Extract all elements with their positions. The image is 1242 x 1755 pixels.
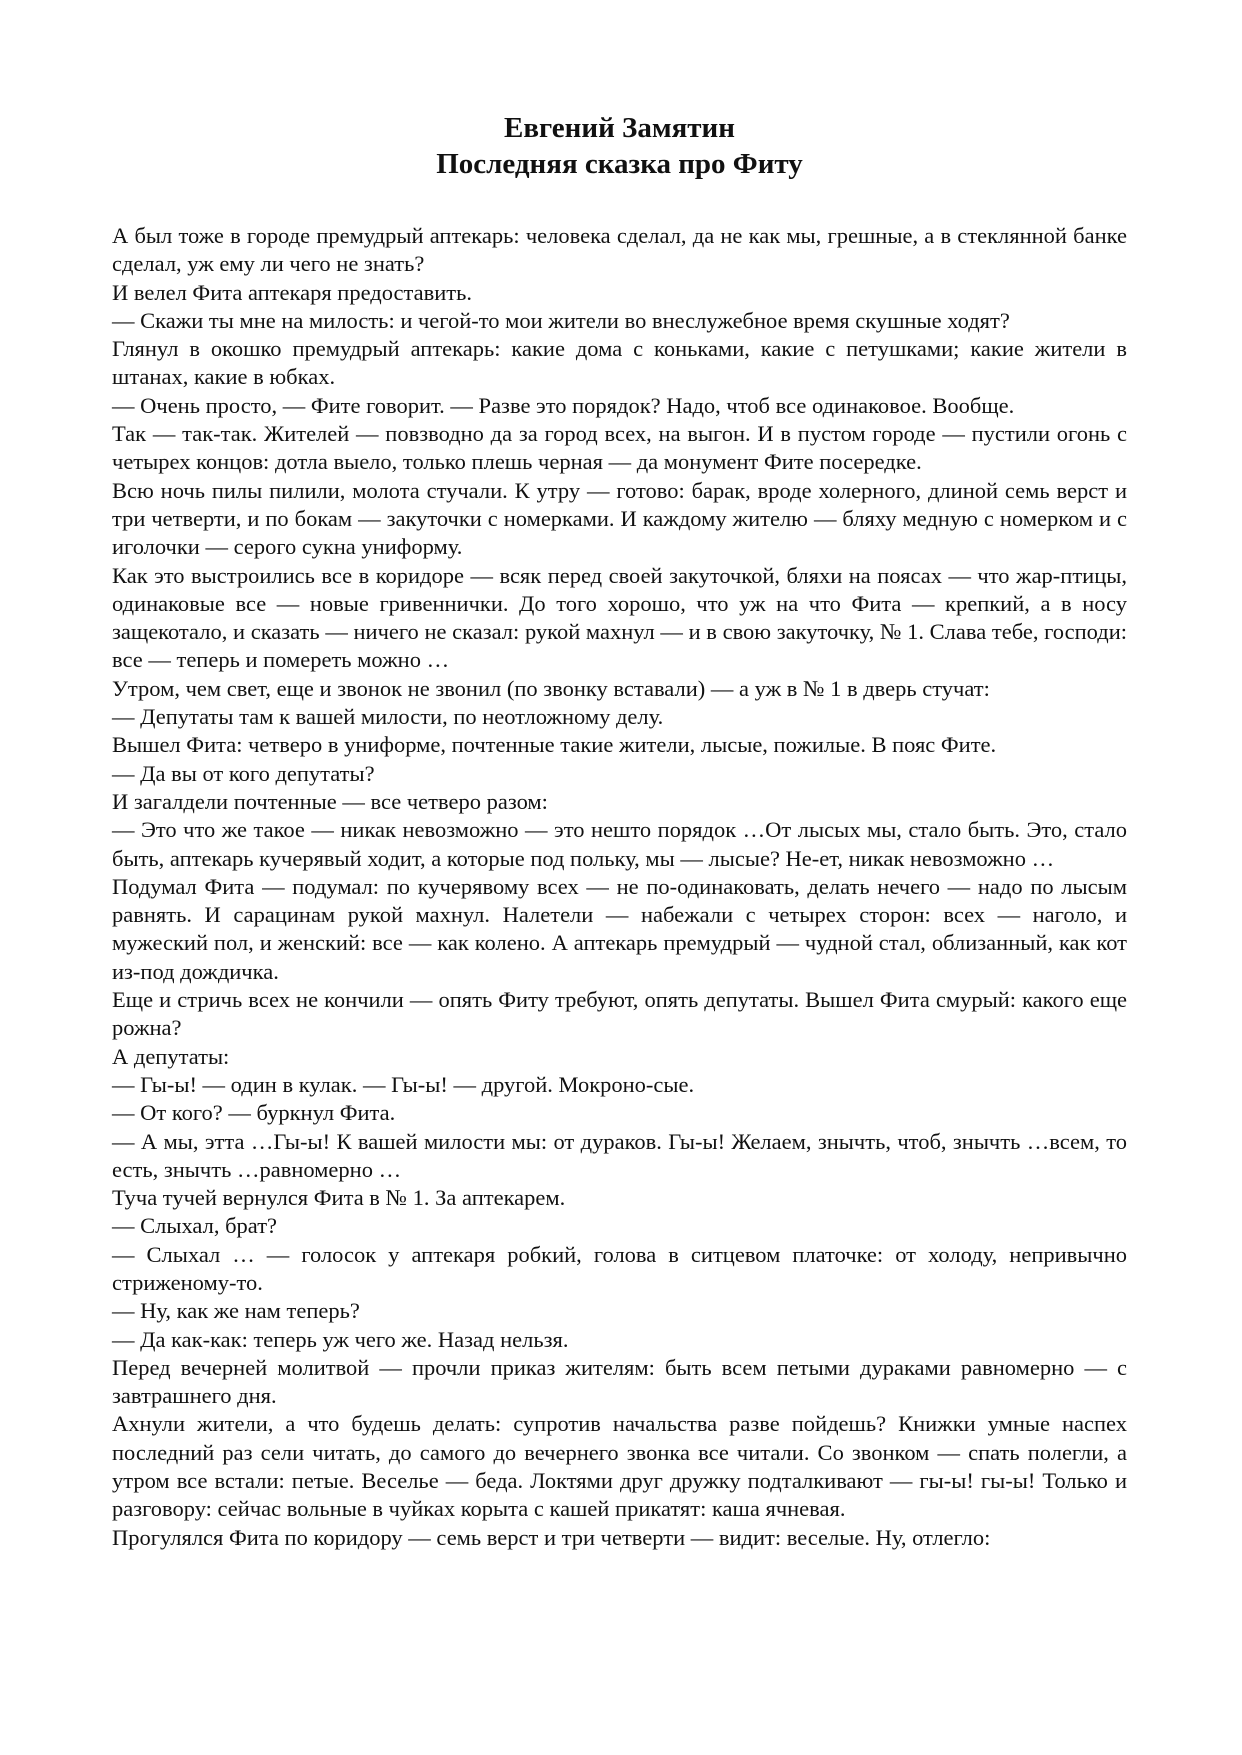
paragraph: Как это выстроились все в коридоре — всяк перед своей закуточкой, бляхи на поясах — что жар-птицы, одинаковые все — новые гривеннички. До того хорошо, что уж на что Фита — крепкий, а в носу защекотало, и сказать — ничего не сказал: рукой махнул — и в свою закуточку, № 1. Слава тебе, господи: все — теперь и помереть можно … (112, 562, 1127, 673)
paragraph: — Слыхал … — голосок у аптекаря робкий, голова в ситцевом платочке: от холоду, непривычно стриженому-то. (112, 1241, 1127, 1295)
paragraph: — Ну, как же нам теперь? (112, 1298, 360, 1324)
paragraph: И велел Фита аптекаря предоставить. (112, 279, 473, 305)
paragraph: — Гы-ы! — один в кулак. — Гы-ы! — другой. Мокроно-сые. (112, 1071, 695, 1097)
paragraph: — От кого? — буркнул Фита. (112, 1100, 396, 1126)
paragraph: Перед вечерней молитвой — прочли приказ жителям: быть всем петыми дураками равномерно — с завтрашнего дня. (112, 1354, 1127, 1409)
title-block (112, 110, 1127, 182)
paragraph: Туча тучей вернулся Фита в № 1. За аптекарем. (112, 1185, 566, 1211)
paragraph: — Скажи ты мне на милость: и чегой-то мои жители во внеслужебное время скушные ходят? (112, 307, 1010, 333)
paragraph: А был тоже в городе премудрый аптекарь: человека сделал, да не как мы, грешные, а в стеклянной банке сделал, уж ему ли чего не знать? (112, 223, 1127, 277)
paragraph: Подумал Фита — подумал: по кучерявому всех — не по-одинаковать, делать нечего — надо по лысым равнять. И сарацинам рукой махнул. Налетели — набежали с четырех сторон: всех — наголо, и мужеский пол, и женский: все — как колено. А аптекарь премудрый — чудной стал, облизанный, как кот из-под дождичка. (112, 873, 1127, 984)
paragraph: — А мы, этта …Гы-ы! К вашей милости мы: от дураков. Гы-ы! Желаем, знычть, чтоб, знычть …всем, то есть, знычть …равномерно … (112, 1128, 1127, 1182)
paragraph: — Очень просто, — Фите говорит. — Разве это порядок? Надо, чтоб все одинаковое. Вообще. (112, 392, 1015, 418)
paragraph: Всю ночь пилы пилили, молота стучали. К утру — готово: барак, вроде холерного, длиной семь верст и три четверти, и по бокам — закуточки с номерками. И каждому жителю — бляху медную с номерком и с иголочки — серого сукна униформу. (112, 477, 1127, 560)
paragraph: — Слыхал, брат? (112, 1213, 278, 1239)
paragraph: И загалдели почтенные — все четверо разом: (112, 788, 548, 814)
paragraph: Утром, чем свет, еще и звонок не звонил (по звонку вставали) — а уж в № 1 в дверь стучат: (112, 675, 990, 701)
paragraph: — Депутаты там к вашей милости, по неотложному делу. (112, 704, 664, 730)
paragraph: — Да вы от кого депутаты? (112, 760, 375, 786)
paragraph: А депутаты: (112, 1043, 230, 1069)
paragraph: — Это что же такое — никак невозможно — это нешто порядок …От лысых мы, стало быть. Это, стало быть, аптекарь кучерявый ходит, а которые под польку, мы — лысые? Не-ет, никак невозможно … (112, 817, 1127, 871)
document-page (112, 110, 1127, 1552)
paragraph: Еще и стричь всех не кончили — опять Фиту требуют, опять депутаты. Вышел Фита смурый: какого еще рожна? (112, 987, 1127, 1041)
paragraph: Прогулялся Фита по коридору — семь верст и три четверти — видит: веселые. Ну, отлегло: (112, 1524, 991, 1550)
author-name: Евгений Замятин (504, 112, 735, 144)
story-body (112, 222, 1127, 1552)
paragraph: Глянул в окошко премудрый аптекарь: какие дома с коньками, какие с петушками; какие жители в штанах, какие в юбках. (112, 336, 1127, 390)
paragraph: Вышел Фита: четверо в униформе, почтенные такие жители, лысые, пожилые. В пояс Фите. (112, 732, 997, 758)
paragraph: — Да как-как: теперь уж чего же. Назад нельзя. (112, 1326, 569, 1352)
paragraph: Так — так-так. Жителей — повзводно да за город всех, на выгон. И в пустом городе — пустили огонь с четырех концов: дотла выело, только плешь черная — да монумент Фите посередке. (112, 421, 1127, 475)
paragraph: Ахнули жители, а что будешь делать: супротив начальства разве пойдешь? Книжки умные наспех последний раз сели читать, до самого до вечернего звонка все читали. Со звонком — спать полегли, а утром все встали: петые. Веселье — беда. Локтями друг дружку подталкивают — гы-ы! гы-ы! Только и разговору: сейчас вольные в чуйках корыта с кашей прикатят: каша ячневая. (112, 1411, 1127, 1522)
story-title: Последняя сказка про Фиту (436, 148, 803, 180)
